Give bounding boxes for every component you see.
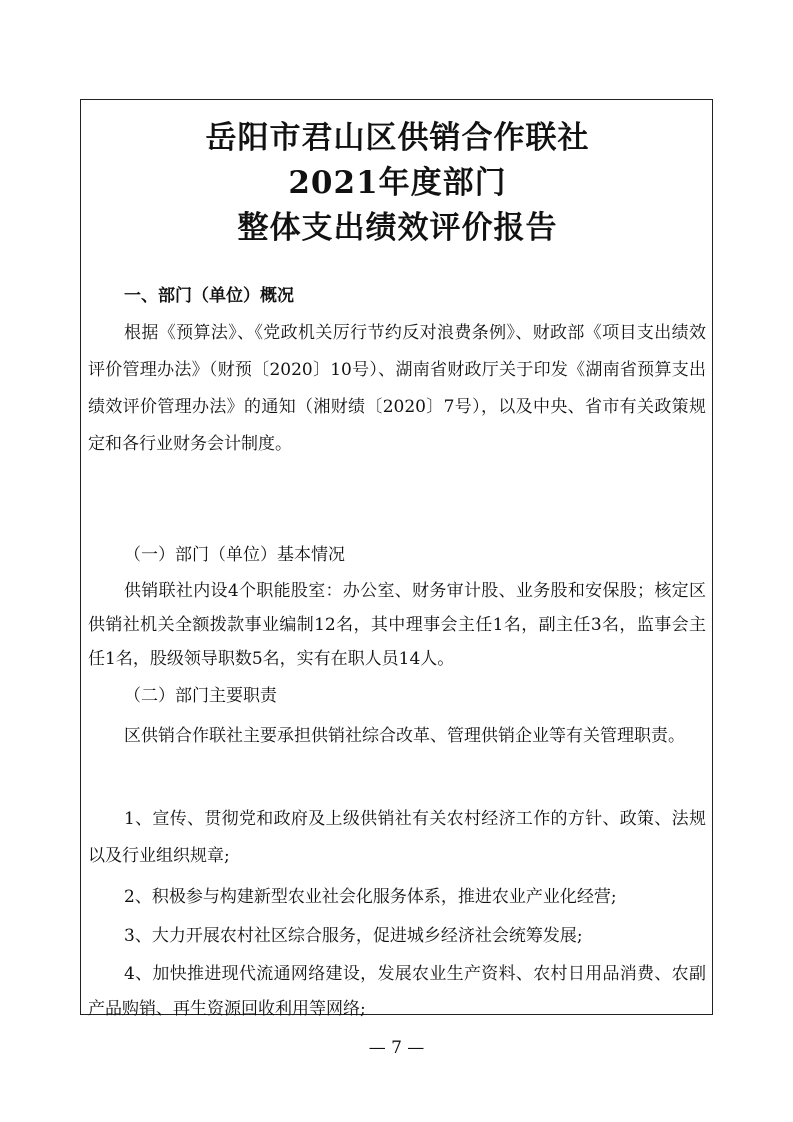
duty-item-4: 4、加快推进现代流通网络建设，发展农业生产资料、农村日用品消费、农副产品购销、再生资源回收利用等网络; bbox=[88, 964, 706, 1019]
subsection-heading-duties: （二）部门主要职责 bbox=[124, 686, 277, 706]
basic-info-paragraph: 供销联社内设4个职能股室：办公室、财务审计股、业务股和安保股；核定区供销社机关全额拨款事业编制12名，其中理事会主任1名，副主任3名，监事会主任1名，股级领导职数5名，实有在职人员14人。 bbox=[88, 581, 706, 669]
section-heading-overview: 一、部门（单位）概况 bbox=[124, 286, 294, 306]
subsection-heading-basic-info: （一）部门（单位）基本情况 bbox=[124, 545, 345, 565]
duties-paragraph: 区供销合作联社主要承担供销社综合改革、管理供销企业等有关管理职责。 bbox=[124, 726, 685, 746]
report-title-line-2: 2021年度部门 bbox=[288, 165, 507, 201]
page-number: — 7 — bbox=[368, 1038, 425, 1058]
report-frame bbox=[80, 99, 713, 1019]
duty-item-1: 1、宣传、贯彻党和政府及上级供销社有关农村经济工作的方针、政策、法规以及行业组织规章; bbox=[88, 809, 706, 866]
duty-item-3: 3、大力开展农村社区综合服务，促进城乡经济社会统筹发展; bbox=[124, 926, 583, 946]
intro-paragraph: 根据《预算法》、《党政机关厉行节约反对浪费条例》、财政部《项目支出绩效评价管理办法》（财预〔2020〕10号）、湖南省财政厅关于印发《湖南省预算支出绩效评价管理办法》的通知（湘财绩〔2020〕7号），以及中央、省市有关政策规定和各行业财务会计制度。 bbox=[88, 323, 706, 454]
duty-item-2: 2、积极参与构建新型农业社会化服务体系，推进农业产业化经营; bbox=[124, 887, 617, 907]
report-title-line-3: 整体支出绩效评价报告 bbox=[237, 210, 558, 246]
report-title-line-1: 岳阳市君山区供销合作联社 bbox=[205, 120, 590, 156]
